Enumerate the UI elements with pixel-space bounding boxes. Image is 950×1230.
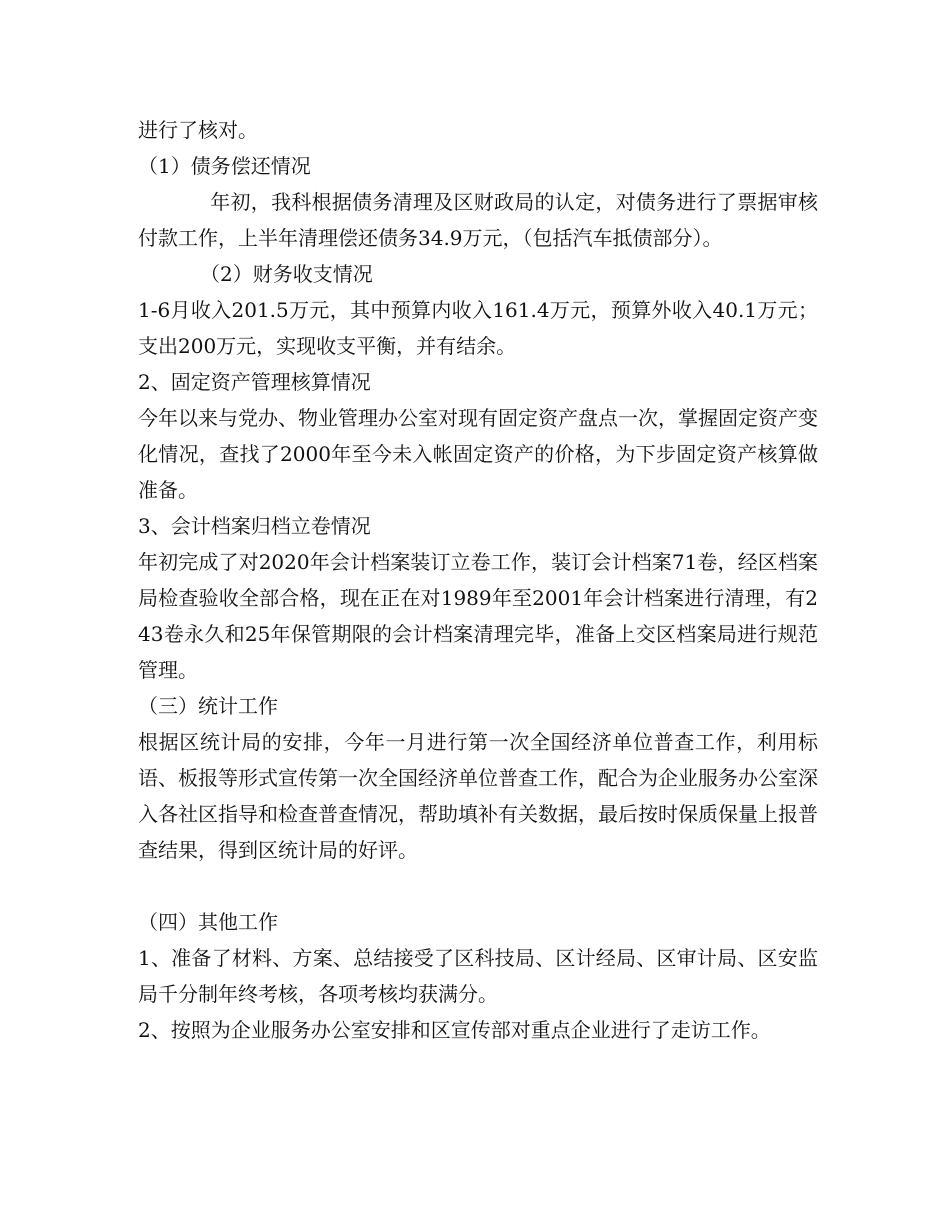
paragraph-statistics: 根据区统计局的安排，今年一月进行第一次全国经济单位普查工作，利用标语、板报等形式宣传第一次全国经济单位普查工作，配合为企业服务办公室深入各社区指导和检查普查情况，帮助填补有关数据，最后按时保质保量上报普查结果，得到区统计局的好评。	[138, 730, 818, 862]
paragraph-debt-repayment-text: 年初，我科根据债务清理及区财政局的认定，对债务进行了票据审核付款工作，上半年清理偿还债务34.9万元，（包括汽车抵债部分）。	[138, 190, 818, 250]
heading-finance: （2）财务收支情况	[200, 262, 373, 286]
paragraph-archives: 年初完成了对2020年会计档案装订立卷工作，装订会计档案71卷，经区档案局检查验收全部合格，现在正在对1989年至2001年会计档案进行清理，有243卷永久和25年保管期限的会计档案清理完毕，准备上交区档案局进行规范管理。	[138, 550, 818, 682]
paragraph-other-work-2: 2、按照为企业服务办公室安排和区宣传部对重点企业进行了走访工作。	[138, 1018, 771, 1042]
document-body	[138, 112, 818, 1048]
heading-statistics: （三）统计工作	[138, 694, 278, 718]
paragraph-other-work-1: 1、准备了材料、方案、总结接受了区科技局、区计经局、区审计局、区安监局千分制年终考核，各项考核均获满分。	[138, 946, 818, 1006]
heading-archives: 3、会计档案归档立卷情况	[138, 514, 371, 538]
heading-debt-repayment: （1）债务偿还情况	[138, 154, 311, 178]
paragraph-fixed-assets: 今年以来与党办、物业管理办公室对现有固定资产盘点一次，掌握固定资产变化情况，查找了2000年至今未入帐固定资产的价格，为下步固定资产核算做准备。	[138, 406, 818, 502]
paragraph-finance: 1-6月收入201.5万元，其中预算内收入161.4万元，预算外收入40.1万元；支出200万元，实现收支平衡，并有结余。	[138, 298, 818, 358]
paragraph-verification: 进行了核对。	[138, 118, 258, 142]
heading-fixed-assets: 2、固定资产管理核算情况	[138, 370, 371, 394]
heading-other-work: （四）其他工作	[138, 910, 278, 934]
blank-line	[138, 868, 818, 904]
paragraph-debt-repayment	[138, 184, 818, 256]
